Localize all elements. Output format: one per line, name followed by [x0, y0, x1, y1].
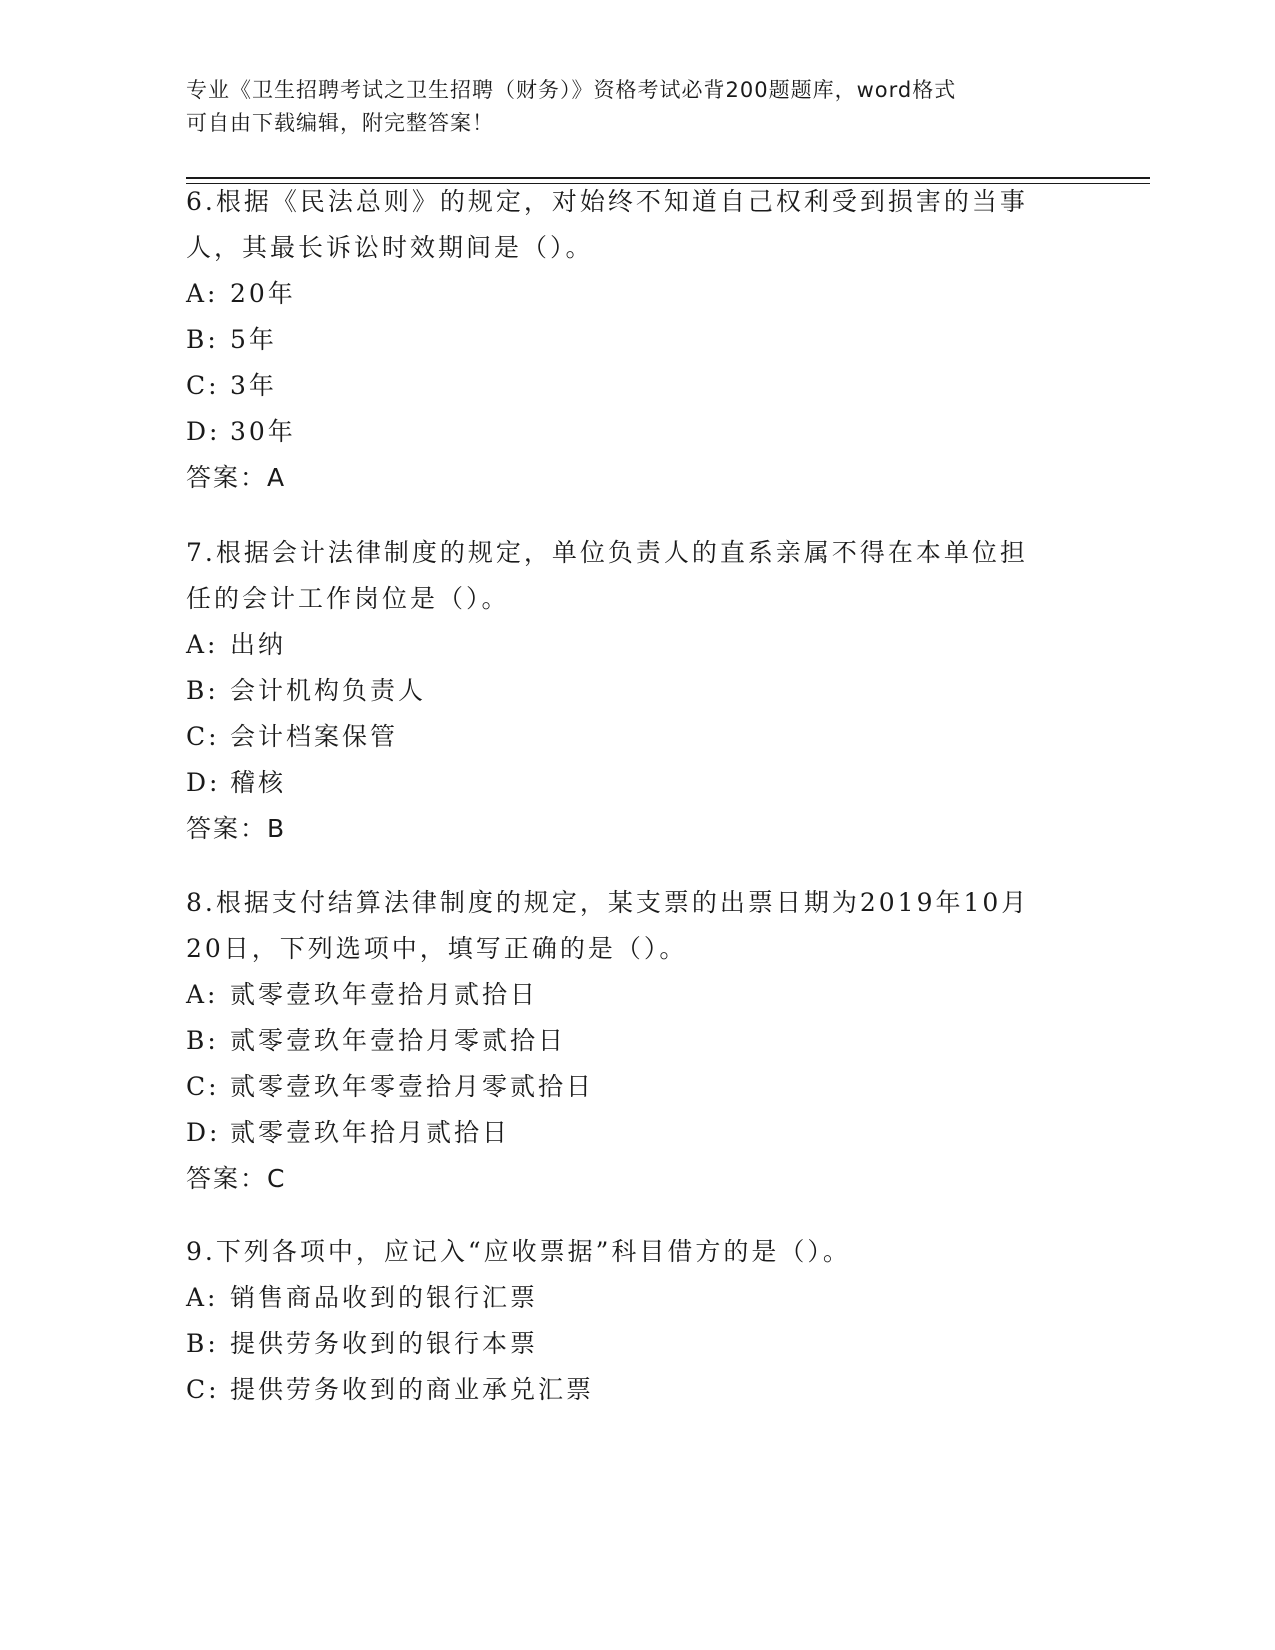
- option-text: 贰零壹玖年零壹拾月零贰拾日: [230, 1072, 595, 1101]
- option-label: D:: [186, 1118, 221, 1147]
- option-text: 提供劳务收到的银行本票: [230, 1329, 539, 1358]
- option-label: C:: [186, 722, 220, 751]
- option-text: 稽核: [230, 768, 287, 797]
- option-a: [186, 1275, 1066, 1321]
- question-7: [186, 530, 1066, 852]
- question-stem-line: 任的会计工作岗位是（）。: [186, 584, 510, 613]
- option-text: 5年: [230, 325, 277, 354]
- option-text: 会计机构负责人: [230, 676, 427, 705]
- option-c: [186, 714, 1066, 760]
- option-c: [186, 1367, 1066, 1413]
- option-b: [186, 1018, 1066, 1064]
- option-label: B:: [186, 676, 219, 705]
- option-label: A:: [186, 630, 219, 659]
- option-text: 会计档案保管: [230, 722, 399, 751]
- answer-line: 答案：B: [186, 814, 287, 843]
- option-label: B:: [186, 325, 219, 354]
- option-text: 贰零壹玖年拾月贰拾日: [230, 1118, 511, 1147]
- question-6: [186, 179, 1066, 501]
- question-stem-line: 20日，下列选项中，填写正确的是（）。: [186, 934, 688, 963]
- option-text: 贰零壹玖年壹拾月贰拾日: [230, 980, 539, 1009]
- option-text: 销售商品收到的银行汇票: [230, 1283, 539, 1312]
- option-a: [186, 271, 1066, 317]
- option-a: [186, 972, 1066, 1018]
- option-c: [186, 1064, 1066, 1110]
- option-text: 提供劳务收到的商业承兑汇票: [230, 1375, 595, 1404]
- option-label: B:: [186, 1329, 219, 1358]
- option-text: 出纳: [230, 630, 287, 659]
- header-line-1: 专业《卫生招聘考试之卫生招聘（财务）》资格考试必背200题题库，word格式: [186, 78, 957, 102]
- header-line-2: 可自由下载编辑，附完整答案！: [186, 111, 494, 135]
- answer-line: 答案：A: [186, 463, 287, 492]
- answer-line: 答案：C: [186, 1164, 287, 1193]
- option-label: C:: [186, 371, 220, 400]
- option-label: D:: [186, 417, 221, 446]
- option-c: [186, 363, 1066, 409]
- option-label: C:: [186, 1072, 220, 1101]
- question-stem-line: 6.根据《民法总则》的规定，对始终不知道自己权利受到损害的当事: [186, 187, 1028, 216]
- option-d: [186, 760, 1066, 806]
- question-stem-line: 9.下列各项中，应记入“应收票据”科目借方的是（）。: [186, 1237, 851, 1266]
- option-label: C:: [186, 1375, 220, 1404]
- option-label: D:: [186, 768, 221, 797]
- option-text: 30年: [230, 417, 296, 446]
- option-b: [186, 1321, 1066, 1367]
- question-9: [186, 1229, 1066, 1413]
- option-text: 贰零壹玖年壹拾月零贰拾日: [230, 1026, 567, 1055]
- question-8: [186, 880, 1066, 1202]
- question-stem-line: 7.根据会计法律制度的规定，单位负责人的直系亲属不得在本单位担: [186, 538, 1028, 567]
- option-b: [186, 668, 1066, 714]
- question-stem-line: 人，其最长诉讼时效期间是（）。: [186, 233, 594, 262]
- question-stem-line: 8.根据支付结算法律制度的规定，某支票的出票日期为2019年10月: [186, 888, 1030, 917]
- option-b: [186, 317, 1066, 363]
- option-d: [186, 409, 1066, 455]
- option-text: 3年: [230, 371, 277, 400]
- option-label: A:: [186, 279, 219, 308]
- option-text: 20年: [230, 279, 296, 308]
- option-label: B:: [186, 1026, 219, 1055]
- document-header: [186, 74, 1066, 140]
- option-label: A:: [186, 980, 219, 1009]
- option-label: A:: [186, 1283, 219, 1312]
- option-d: [186, 1110, 1066, 1156]
- option-a: [186, 622, 1066, 668]
